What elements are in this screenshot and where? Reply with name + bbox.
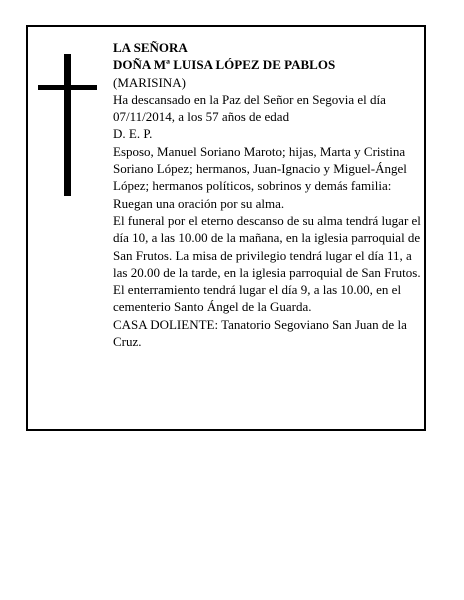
rip-text: D. E. P. xyxy=(113,126,153,142)
cross-vertical-bar xyxy=(64,54,71,196)
cross-horizontal-bar xyxy=(38,85,97,90)
mourning-house: CASA DOLIENTE: Tanatorio Segoviano San Juan de la Cruz. xyxy=(113,316,407,350)
obituary-text xyxy=(113,39,423,350)
death-announcement: Ha descansado en la Paz del Señor en Segovia el día 07/11/2014, a los 57 años de edad xyxy=(113,91,386,125)
honorific: LA SEÑORA xyxy=(113,40,188,55)
deceased-name: DOÑA Mª LUISA LÓPEZ DE PABLOS xyxy=(113,57,336,73)
prayer-request: Ruegan una oración por su alma. xyxy=(113,195,285,211)
burial-info: El enterramiento tendrá lugar el día 9, a las 10.00, en el cementerio Santo Ángel de la Guarda. xyxy=(113,282,402,315)
family-list: Esposo, Manuel Soriano Maroto; hijas, Marta y Cristina Soriano López; hermanos, Juan-Ignacio y Miguel-Ángel López; hermanos políticos, sobrinos y demás familia: xyxy=(113,143,407,194)
funeral-info: El funeral por el eterno descanso de su alma tendrá lugar el día 10, a las 10.00 de la mañana, en la iglesia parroquial de San Frutos. La misa de privilegio tendrá lugar el día 11, a las 20.00 de la tarde, en la iglesia parroquial de San Frutos. xyxy=(113,212,421,280)
deceased-nickname: (MARISINA) xyxy=(113,74,186,90)
